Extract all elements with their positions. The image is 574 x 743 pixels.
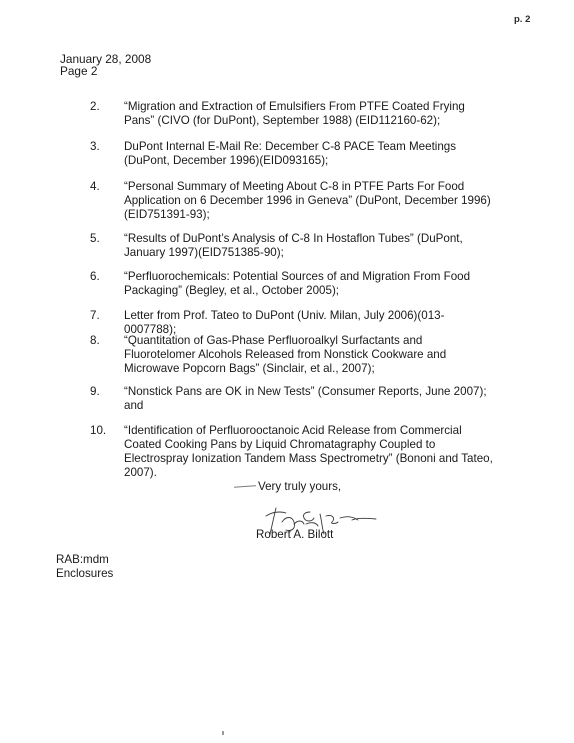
scan-artifact [222,731,224,735]
item-number: 6. [90,270,100,283]
item-text: Letter from Prof. Tateo to DuPont (Univ. Milan, July 2006)(013-0007788); [124,309,445,336]
item-number: 10. [90,424,107,437]
enclosures-label: Enclosures [56,567,114,580]
item-text: DuPont Internal E-Mail Re: December C-8 PACE Team Meetings (DuPont, December 1996)(EID093165); [124,140,457,167]
typist-initials: RAB:mdm [56,553,109,566]
item-text: “Perfluorochemicals: Potential Sources of and Migration From Food Packaging” (Begley, et al., October 2005); [124,270,471,297]
item-number: 9. [90,385,100,398]
item-number: 7. [90,309,100,322]
letter-date: January 28, 2008 [60,52,152,66]
item-number: 2. [90,100,100,113]
item-text: “Nonstick Pans are OK in New Tests” (Consumer Reports, June 2007); and [124,385,487,412]
item-number: 5. [90,232,100,245]
signer-name: Robert A. Bilott [256,528,334,541]
item-number: 8. [90,334,100,347]
item-number: 3. [90,140,100,153]
item-text: “Identification of Perfluorooctanoic Acid Release from Commercial Coated Cooking Pans by Liquid Chromatagraphy Coupled to Electrospray Ionization Tandem Mass Spectrometry” (Bononi and Tateo, 2007). [124,424,493,479]
item-text: “Migration and Extraction of Emulsifiers From PTFE Coated Frying Pans” (CIVO (for DuPont), September 1988) (EID112160-62); [124,100,465,127]
letter-page-label: Page 2 [60,64,98,78]
item-number: 4. [90,180,100,193]
page-number: p. 2 [514,14,531,25]
closing-salutation: Very truly yours, [258,480,342,493]
item-text: “Personal Summary of Meeting About C-8 in PTFE Parts For Food Application on 6 December 1996 in Geneva” (DuPont, December 1996)(EID751391-93); [124,180,491,221]
pen-stroke [234,485,256,489]
item-text: “Quantitation of Gas-Phase Perfluoroalkyl Surfactants and Fluorotelomer Alcohols Released from Nonstick Cookware and Microwave Popcorn Bags” (Sinclair, et al., 2007); [124,334,447,375]
item-text: “Results of DuPont’s Analysis of C-8 In Hostaflon Tubes” (DuPont, January 1997)(EID751385-90); [124,232,463,259]
